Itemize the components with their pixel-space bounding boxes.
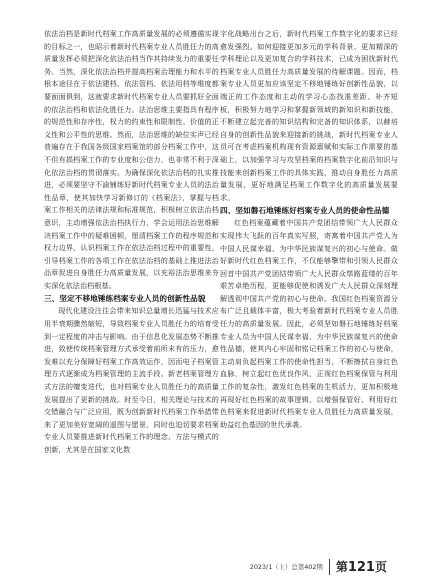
page-number: 121 xyxy=(347,560,375,575)
body-paragraph: 现代化建设注往会带来知识总量增长迅猛与技术应用半衰期骤然缩短，导致档案专业人员胜任力的培育受到一定程度的冲击与影响。由于信息化发展态势不断推进，致使传统档案管理方式承受着前所未有的压力，愈发难以充分保障好档案工作高效运作，因而电子档案管理方式逐渐成为档案管理的主流手段。新老档案管理方式方法的嬗变迭代，也对档案专业人员胜任力的高质量发展提出了更新的挑战。时至今日，相关理论与技术的交错融合与广泛应用，既为创新新时代档案工作举措带来了更加美好宽阔的遥图与愿景，同时也迫切要求档案专业人员要推进新时代档案工作的理念、方法与模式的创新，尤其是在国家文化数 xyxy=(44,306,219,454)
body-paragraph: 字化战略出台之后，新时代档案工作数字化的要求已经愈发强烈。如何迎接更加多元的学科背景、更加精深的学科理论以及更加复合的学科技术，已成为困扰新时代档案专业人员胜任力高质量发展的待解课题。因而，档案专业人员更加应该坚定不移地锤练好创新性品貌，以端正的工作态度和主动的学习心态找准差距、补齐短板，积极努力地学习和掌握新领域的新知识和新技能，不断建立起完善的知识结构和完备的知识体系，以赫培自身的创新性品貌来迎接新的挑战，新时代档案专业人员可在考虑档案机构现有资源禀赋和实际工作需要的基础上，以加强学习与攻坚档案的档案数字化前沿知识与技能来创新档案工作的具体实践，推动自身胜任力高质量发展，更好地满足档案工作数字化的高质量发展要求。 xyxy=(220,29,398,202)
left-column xyxy=(44,28,219,457)
page-prefix: 第 xyxy=(335,560,348,574)
body-paragraph: 红色档案蕴藏着中国共产党团结带领广大人民群众实现伟大飞跃的百年真实写照，寄寓着中国共产党人为中国人民谋幸福、为中华民族谋复兴的初心与使命。做好新时代红色档案工作，不仅能够擎带和引领人民群众回首中国共产党团结带领广大人民群众筚路蓝缕的百年艰苦卓绝历程，更能够促使和诱发广大人民群众深刻理解透彻中国共产党的初心与使命。我国红色档案资源分布广泛且载体丰富，极大考验着新时代档案专业人员胜任力的高质量发展。因此，必须坚如磐石地锤练好档案专业人员为中国人民谋幸福、为中华民族谋复兴的使命性品德，使其内心牢固和铭记档案工作的初心与使命，主动肩负起档案工作的使命性担当，不断擦拭自身红色血脉，树立起红色优良作风，正视红色档案保管与利用工作的复杂性，激发红色档案的生机活力，更加积极地再现好红色档案的故事逻辑，以增强保管好、利用好红色档案来促进新时代档案专业人员胜任力高质量发展，助益红色基因的世代承袭。 xyxy=(220,218,398,429)
page-suffix: 页 xyxy=(374,560,387,574)
right-column xyxy=(220,28,398,431)
section-heading-4: 四、坚如磐石地锤练好档案专业人员的使命性品德 xyxy=(220,206,390,216)
footer-divider xyxy=(329,559,330,575)
body-paragraph: 依法治档是新时代档案工作高质量发展的必须遵循实现的目标之一，也昭示着新时代档案专业人员胜任力的高质量发挥必须把深化依法治档当作其持续发力的重要任务。当然，深化依法治档并提高档案治理能力和水平的根本途径在于依法建档、依法管档、依法用档等维度都要面面俱到，这就要求新时代档案专业人员要抓好全面的依法治档和依法化胜任力。法治思维主要指具有程序的规范性和存序性，权力的约束性和限制性、价值的正义性和公平性的思维。然而，法治思维的缺位实声已经普遍存在于我国各级国家档案馆的部分档案工作中，这不但有损档案工作的专业度和公信力，也非常不利于深化依法治档的贯彻落实。为确保深化依法治档的扎实推进，必须要坚守不渝铺练好新时代档案专业人员的法治性品章，使其加快学习新修订的《档案法》，掌握与档案工作相关的法律法规和标准规范，积极树立依法治档意识，主动增强依法治档执行力，学会运用法治思维解决档案工作中的疑难困顿，厘清档案工作的程序规范和权力边界，认识档案工作在依法治档过程中的重要性，引导档案工作的各项工作在依法治档的基础上推进法治品章促进自身胜任力高质量发展，以充裕法治思维来夯实深化依法治档根基。 xyxy=(44,29,219,290)
page-number-label xyxy=(336,558,387,575)
page-footer xyxy=(250,558,387,575)
section-heading-3: 三、坚定不移地锤练档案专业人员的创新性品貌 xyxy=(44,294,206,304)
issue-info: 2023/1（上）总第402期 xyxy=(249,563,323,571)
